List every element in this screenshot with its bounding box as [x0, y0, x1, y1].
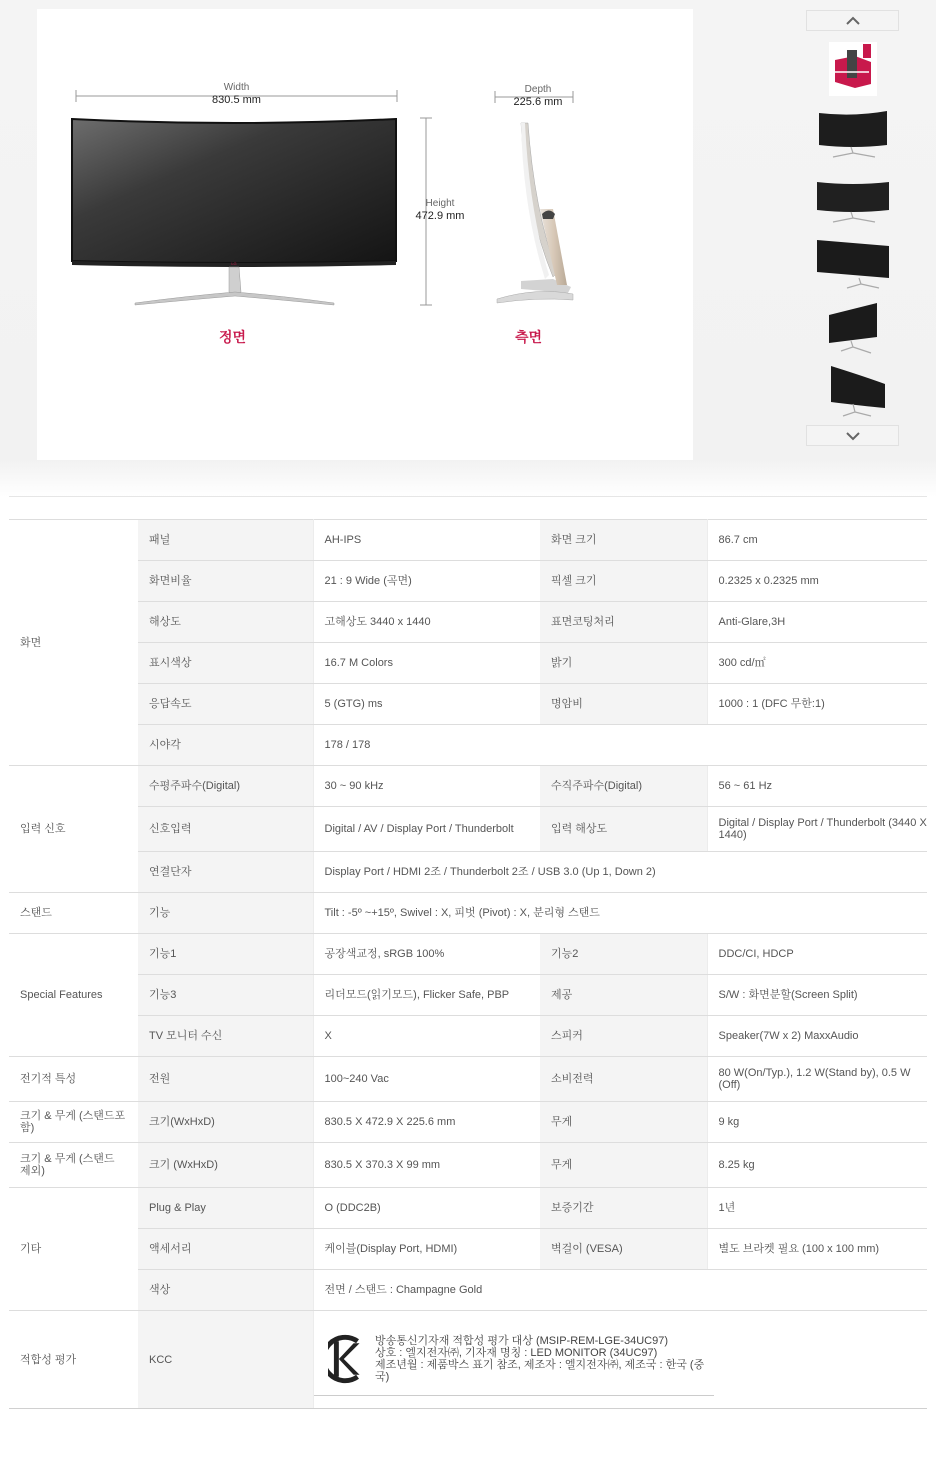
spec-label: 스피커: [540, 1016, 707, 1057]
spec-value: 56 ~ 61 Hz: [707, 766, 927, 807]
table-row: [9, 602, 927, 643]
spec-value: 별도 브라켓 필요 (100 x 100 mm): [707, 1229, 927, 1270]
table-row: [9, 1188, 927, 1229]
table-row: [9, 893, 927, 934]
category-cell: 적합성 평가: [9, 1311, 138, 1409]
spec-label: 신호입력: [138, 807, 313, 852]
height-dimension: [405, 197, 475, 223]
spec-value: 0.2325 x 0.2325 mm: [707, 561, 927, 602]
table-row: [9, 1057, 927, 1102]
spec-label: 제공: [540, 975, 707, 1016]
thumbnail-scroll-down-button[interactable]: [806, 425, 899, 446]
spec-label: 수평주파수(Digital): [138, 766, 313, 807]
depth-dimension: [500, 83, 576, 109]
svg-text:LG: LG: [231, 261, 237, 266]
spec-value: DDC/CI, HDCP: [707, 934, 927, 975]
table-row: [9, 975, 927, 1016]
spec-label: 연결단자: [138, 852, 313, 893]
category-cell: 전기적 특성: [9, 1057, 138, 1102]
spec-label: 픽셀 크기: [540, 561, 707, 602]
spec-value: 1년: [707, 1188, 927, 1229]
spec-label: 기능1: [138, 934, 313, 975]
spec-label: Plug & Play: [138, 1188, 313, 1229]
table-row: [9, 725, 927, 766]
spec-label: 전원: [138, 1057, 313, 1102]
spec-label: 액세서리: [138, 1229, 313, 1270]
spec-label: 크기(WxHxD): [138, 1102, 313, 1143]
spec-value: 178 / 178: [313, 725, 927, 766]
category-cell: Special Features: [9, 934, 138, 1057]
spec-label: 입력 해상도: [540, 807, 707, 852]
spec-label: 밝기: [540, 643, 707, 684]
table-row: [9, 1229, 927, 1270]
gallery-divider: [9, 496, 927, 497]
chevron-down-icon: [845, 431, 861, 441]
table-row: [9, 766, 927, 807]
thumbnail-angle-left[interactable]: [808, 232, 897, 292]
spec-label: 크기 (WxHxD): [138, 1143, 313, 1188]
monitor-angle-thumb: [813, 362, 893, 418]
spec-value: X: [313, 1016, 540, 1057]
kcc-text: [375, 1335, 714, 1383]
spec-label: 무게: [540, 1102, 707, 1143]
monitor-front-thumb: [813, 170, 893, 224]
spec-value: Digital / AV / Display Port / Thunderbolt: [313, 807, 540, 852]
category-cell: 화면: [9, 520, 138, 766]
spec-label: 기능3: [138, 975, 313, 1016]
monitor-angle-thumb: [813, 299, 893, 355]
spec-value: 리더모드(읽기모드), Flicker Safe, PBP: [313, 975, 540, 1016]
spec-value: S/W : 화면분할(Screen Split): [707, 975, 927, 1016]
spec-label: 기능2: [540, 934, 707, 975]
table-row: [9, 807, 927, 852]
thumbnail-scroll-up-button[interactable]: [806, 10, 899, 31]
table-row: [9, 684, 927, 725]
kcc-cell: [313, 1311, 927, 1409]
spec-label: 벽걸이 (VESA): [540, 1229, 707, 1270]
spec-value: 9 kg: [707, 1102, 927, 1143]
thumbnail-front-1[interactable]: [808, 102, 897, 162]
spec-value: 공장색교정, sRGB 100%: [313, 934, 540, 975]
spec-value: 5 (GTG) ms: [313, 684, 540, 725]
kcc-line: 방송통신기자재 적합성 평가 대상 (MSIP-REM-LGE-34UC97): [374, 1335, 668, 1347]
spec-label: 색상: [138, 1270, 313, 1311]
spec-value: Speaker(7W x 2) MaxxAudio: [707, 1016, 927, 1057]
table-row: [9, 1102, 927, 1143]
spec-value: 830.5 X 472.9 X 225.6 mm: [313, 1102, 540, 1143]
spec-value: 830.5 X 370.3 X 99 mm: [313, 1143, 540, 1188]
spec-label: 표면코팅처리: [540, 602, 707, 643]
spec-label: 수직주파수(Digital): [540, 766, 707, 807]
monitor-front-thumb: [813, 105, 893, 159]
depth-title: Depth: [524, 84, 552, 95]
spec-value: 고해상도 3440 x 1440: [313, 602, 540, 643]
spec-label: 표시색상: [138, 643, 313, 684]
dimension-stage: [37, 9, 693, 460]
thumbnail-angle-right[interactable]: [808, 297, 897, 357]
spec-value: 1000 : 1 (DFC 무한:1): [707, 684, 927, 725]
dimension-icon: [825, 42, 881, 96]
spec-value: 30 ~ 90 kHz: [313, 766, 540, 807]
spec-value: Tilt : -5º ~+15º, Swivel : X, 피벗 (Pivot) : X, 분리형 스탠드: [313, 893, 927, 934]
height-title: Height: [425, 198, 455, 209]
thumbnail-dimension[interactable]: [808, 37, 897, 101]
category-cell: 기타: [9, 1188, 138, 1311]
kcc-certification: [314, 1323, 714, 1396]
spec-value: 16.7 M Colors: [313, 643, 540, 684]
table-row: [9, 1311, 927, 1409]
spec-label: TV 모니터 수신: [138, 1016, 313, 1057]
category-cell: 입력 신호: [9, 766, 138, 893]
spec-value: 케이블(Display Port, HDMI): [313, 1229, 540, 1270]
spec-label: 응답속도: [138, 684, 313, 725]
spec-value: 21 : 9 Wide (곡면): [313, 561, 540, 602]
spec-label: KCC: [138, 1311, 313, 1409]
table-row: [9, 852, 927, 893]
spec-value: 300 cd/㎡: [707, 643, 927, 684]
spec-label: 패널: [138, 520, 313, 561]
front-view-image: [37, 9, 693, 460]
kc-mark-icon: [328, 1333, 363, 1385]
spec-label: 시야각: [138, 725, 313, 766]
spec-label: 무게: [540, 1143, 707, 1188]
spec-value: Display Port / HDMI 2조 / Thunderbolt 2조 / USB 3.0 (Up 1, Down 2): [313, 852, 927, 893]
spec-label: 화면비율: [138, 561, 313, 602]
spec-table: [9, 519, 927, 1409]
category-cell: 스탠드: [9, 893, 138, 934]
front-view-label: 정면: [219, 330, 247, 346]
spec-value: 100~240 Vac: [313, 1057, 540, 1102]
spec-label: 해상도: [138, 602, 313, 643]
width-value: 830.5 mm: [212, 94, 261, 106]
thumbnail-front-2[interactable]: [808, 167, 897, 227]
spec-value: Anti-Glare,3H: [707, 602, 927, 643]
table-row: [9, 1270, 927, 1311]
spec-label: 소비전력: [540, 1057, 707, 1102]
spec-label: 보증기간: [540, 1188, 707, 1229]
table-row: [9, 561, 927, 602]
spec-label: 화면 크기: [540, 520, 707, 561]
kcc-line: 상호 : 엘지전자㈜, 기자재 명칭 : LED MONITOR (34UC97): [374, 1347, 658, 1359]
width-dimension: [199, 81, 274, 107]
spec-value: 전면 / 스탠드 : Champagne Gold: [313, 1270, 927, 1311]
spec-label: 기능: [138, 893, 313, 934]
category-cell: 크기 & 무게 (스탠드 제외): [9, 1143, 138, 1188]
spec-value: 8.25 kg: [707, 1143, 927, 1188]
chevron-up-icon: [845, 16, 861, 26]
side-view-label: 측면: [515, 330, 543, 346]
spec-value: O (DDC2B): [313, 1188, 540, 1229]
spec-value: 80 W(On/Typ.), 1.2 W(Stand by), 0.5 W (Off): [707, 1057, 927, 1102]
category-cell: 크기 & 무게 (스탠드포함): [9, 1102, 138, 1143]
table-row: [9, 1016, 927, 1057]
kcc-line: 제조년월 : 제품박스 표기 참조, 제조자 : 엘지전자㈜, 제조국 : 한국 (중국): [374, 1359, 705, 1383]
spec-label: 명암비: [540, 684, 707, 725]
table-row: [9, 520, 927, 561]
thumbnail-angle-side[interactable]: [808, 360, 897, 420]
table-row: [9, 643, 927, 684]
spec-value: AH-IPS: [313, 520, 540, 561]
height-value: 472.9 mm: [415, 210, 465, 222]
table-row: [9, 1143, 927, 1188]
spec-value: 86.7 cm: [707, 520, 927, 561]
monitor-angle-thumb: [813, 234, 893, 290]
depth-value: 225.6 mm: [513, 96, 563, 108]
spec-value: Digital / Display Port / Thunderbolt (3440 X 1440): [707, 807, 927, 852]
table-row: [9, 934, 927, 975]
thumbnail-strip: [806, 10, 899, 447]
width-title: Width: [223, 82, 250, 93]
